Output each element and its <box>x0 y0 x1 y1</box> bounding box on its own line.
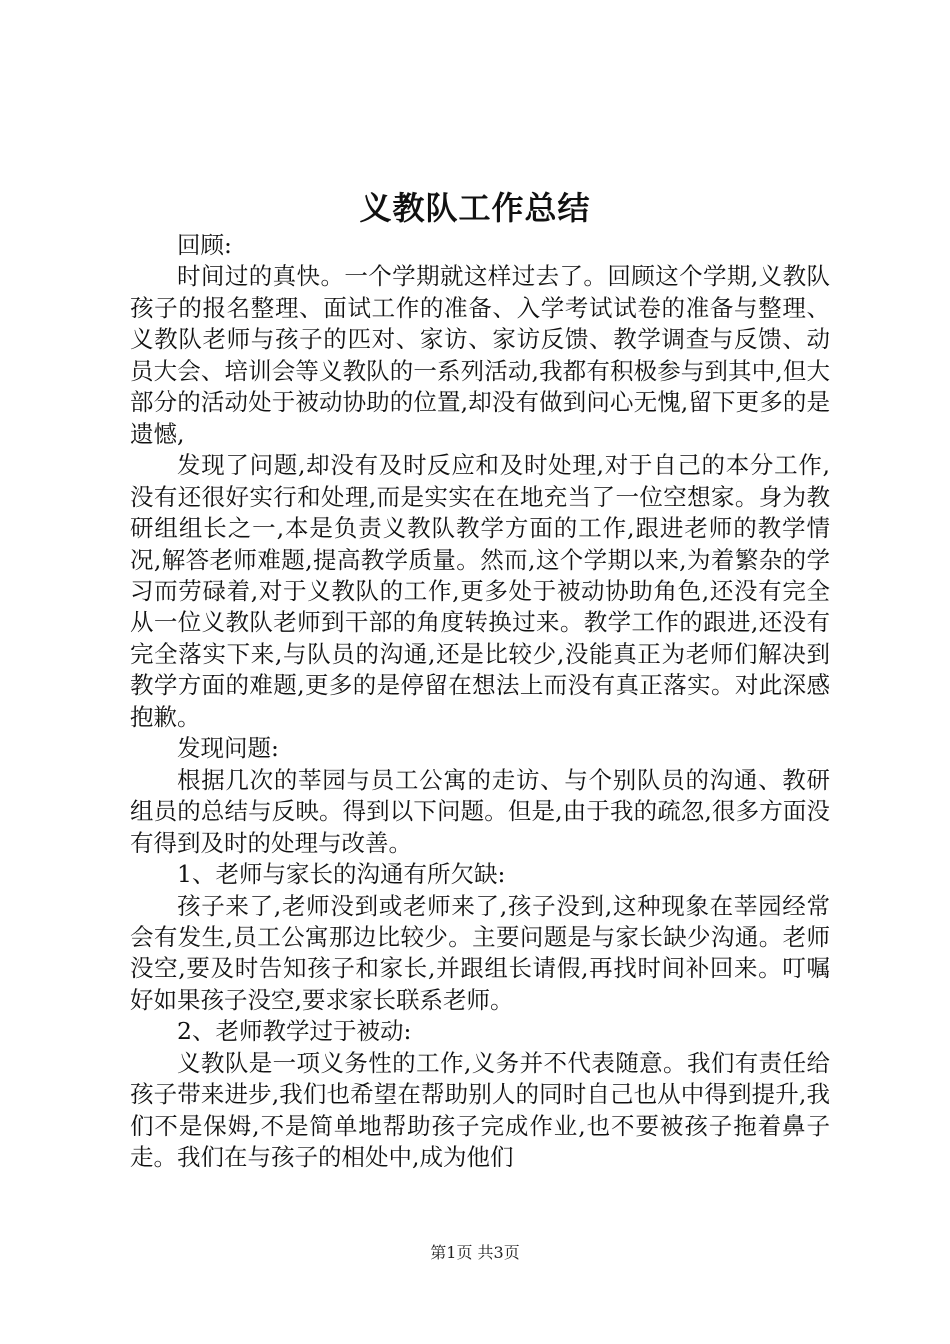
document-title: 义教队工作总结 <box>359 189 591 227</box>
paragraph-problems-found: 发现了问题,却没有及时反应和及时处理,对于自己的本分工作,没有还很好实行和处理,而是实实在在地充当了一位空想家。身为教研组组长之一,本是负责义教队教学方面的工作,跟进老师的教学情况,解答老师难题,提高教学质量。然而,这个学期以来,为着繁杂的学习而劳碌着,对于义教队的工作,更多处于被动协助角色,还没有完全从一位义教队老师到干部的角度转换过来。教学工作的跟进,还没有完全落实下来,与队员的沟通,还是比较少,没能真正为老师们解决到教学方面的难题,更多的是停留在想法上而没有真正落实。对此深感抱歉。 <box>130 451 830 731</box>
paragraph-issue-2: 义教队是一项义务性的工作,义务并不代表随意。我们有责任给孩子带来进步,我们也希望在帮助别人的同时自己也从中得到提升,我们不是保姆,不是简单地帮助孩子完成作业,也不要被孩子拖着鼻子走。我们在与孩子的相处中,成为他们 <box>130 1048 830 1172</box>
document-body <box>130 230 830 1174</box>
paragraph-issue-1: 孩子来了,老师没到或老师来了,孩子没到,这种现象在莘园经常会有发生,员工公寓那边比较少。主要问题是与家长缺少沟通。老师没空,要及时告知孩子和家长,并跟组长请假,再找时间补回来。叮嘱好如果孩子没空,要求家长联系老师。 <box>130 891 830 1014</box>
issue-heading-2: 2、老师教学过于被动: <box>177 1017 412 1046</box>
issue-heading-1: 1、老师与家长的沟通有所欠缺: <box>177 860 506 889</box>
section-heading-issues: 发现问题: <box>177 734 279 763</box>
page-number-footer: 第1页 共3页 <box>430 1243 520 1262</box>
paragraph-review: 时间过的真快。一个学期就这样过去了。回顾这个学期,义教队孩子的报名整理、面试工作的准备、入学考试试卷的准备与整理、义教队老师与孩子的匹对、家访、家访反馈、教学调查与反馈、动员大会、培训会等义教队的一系列活动,我都有积极参与到其中,但大部分的活动处于被动协助的位置,却没有做到问心无愧,留下更多的是遗憾, <box>130 262 830 448</box>
section-heading-review: 回顾: <box>177 231 232 259</box>
paragraph-issues-intro: 根据几次的莘园与员工公寓的走访、与个别队员的沟通、教研组员的总结与反映。得到以下问题。但是,由于我的疏忽,很多方面没有得到及时的处理与改善。 <box>130 765 830 857</box>
